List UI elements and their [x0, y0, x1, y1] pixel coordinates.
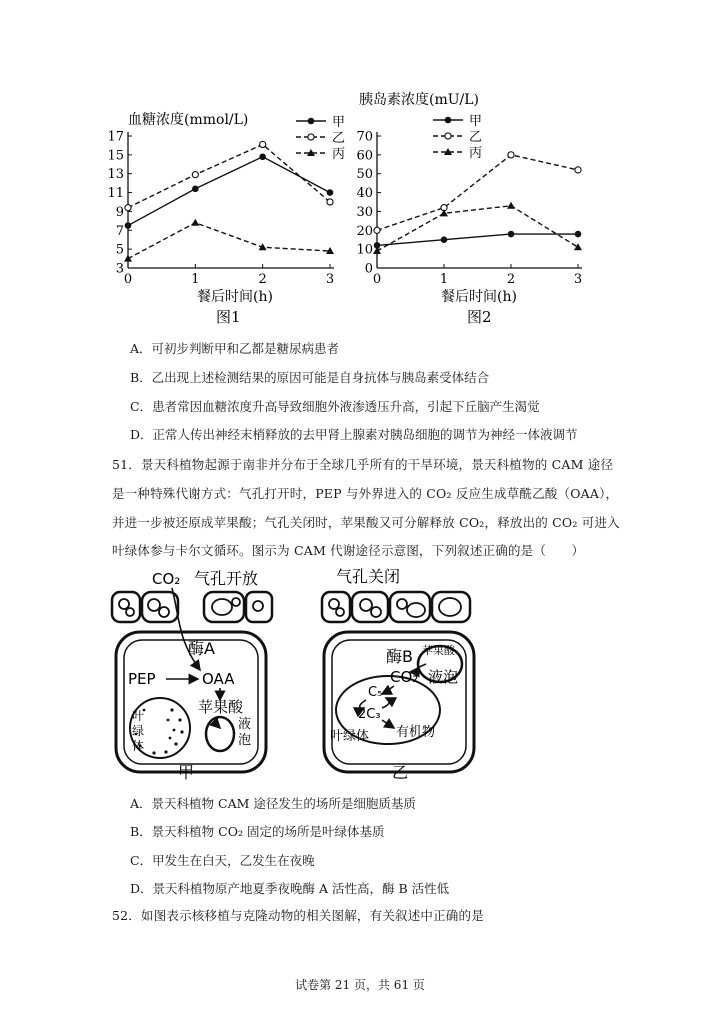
chart2-data-point — [374, 227, 380, 233]
chart2-series-line-1 — [377, 155, 578, 230]
chart2-legend-marker — [445, 117, 452, 124]
left-co2-label: CO₂ — [152, 570, 181, 588]
glucose-chart — [100, 86, 360, 331]
q51-option-a: A．景天科植物 CAM 途径发生的场所是细胞质基质 — [130, 796, 416, 811]
chart2-xlabel: 餐后时间(h) — [441, 289, 517, 305]
left-malate-label: 苹果酸 — [198, 698, 244, 716]
right-malate-label: 苹果酸 — [422, 644, 455, 657]
left-panel — [112, 569, 272, 782]
chart1-xtick-label: 3 — [325, 272, 335, 287]
chart1-data-point — [192, 186, 199, 193]
left-panel-caption: 甲 — [178, 763, 195, 782]
chart1-ylabel: 血糖浓度(mmol/L) — [128, 112, 249, 128]
chart2-legend-label: 乙 — [469, 130, 483, 145]
chart1-legend-marker — [308, 134, 314, 140]
right-enzyme-label: 酶B — [386, 647, 413, 666]
chart2-xtick-label: 3 — [573, 272, 583, 287]
q51-option-d: D．景天科植物原产地夏季夜晚酶 A 活性高，酶 B 活性低 — [130, 881, 450, 896]
left-vacuole-label-2: 泡 — [238, 733, 252, 748]
chart1-legend-label: 甲 — [332, 115, 346, 130]
q51-line-3: 并进一步被还原成苹果酸；气孔关闭时，苹果酸又可分解释放 CO₂，释放出的 CO₂ 可进入 — [112, 515, 620, 530]
chart2-data-point — [507, 202, 515, 209]
chart1-ytick-label: 3 — [115, 261, 124, 277]
right-c3-c5-arrow — [382, 698, 389, 708]
chart1-data-point — [327, 189, 334, 196]
left-stoma-label: 气孔开放 — [194, 569, 259, 588]
insulin-chart — [345, 86, 605, 331]
chart2-ytick-label: 30 — [356, 204, 373, 220]
chart2-ytick-label: 40 — [356, 186, 373, 202]
chart1-data-point — [192, 172, 198, 178]
chart2-legend-label: 丙 — [469, 146, 483, 161]
chart2-xtick-label: 0 — [372, 272, 382, 287]
chart1-data-point — [259, 153, 266, 160]
right-organic-label: 有机物 — [396, 725, 436, 740]
chart1-xlabel: 餐后时间(h) — [197, 289, 273, 305]
q51-option-b: B．景天科植物 CO₂ 固定的场所是叶绿体基质 — [130, 824, 385, 839]
left-vacuole-label-1: 液 — [238, 717, 252, 732]
chart1-data-point — [260, 141, 266, 147]
chart1-data-point — [125, 205, 131, 211]
q50-option-d: D．正常人传出神经末梢释放的去甲肾上腺素对胰岛细胞的调节为神经一体液调节 — [130, 427, 578, 442]
right-vacuole-label: 液泡 — [428, 668, 459, 686]
chart1-xtick-label: 1 — [191, 272, 200, 287]
left-chloroplast-label-3: 体 — [132, 739, 145, 753]
chart2-ytick-label: 0 — [364, 261, 373, 277]
q51-option-c: C．甲发生在白天，乙发生在夜晚 — [130, 853, 315, 868]
chart1-xtick-label: 0 — [123, 272, 133, 287]
chart1-ytick-label: 17 — [107, 129, 124, 145]
chart2-xtick-label: 2 — [506, 272, 516, 287]
right-co2-label: CO₂ — [390, 668, 419, 686]
left-oaa-label: OAA — [202, 670, 235, 688]
chart1-data-point — [327, 199, 333, 205]
right-stoma-label: 气孔关闭 — [336, 567, 401, 586]
chart2-data-point — [508, 152, 514, 158]
page-footer: 试卷第 21 页，共 61 页 — [295, 978, 425, 992]
right-c3-organic-arrow — [382, 720, 394, 728]
chart2-series-line-0 — [377, 234, 578, 245]
chart2-data-point — [441, 236, 448, 243]
chart2-ytick-label: 60 — [356, 148, 373, 164]
chart1-legend-label: 乙 — [332, 131, 346, 146]
chart1-ytick-label: 9 — [115, 204, 124, 220]
chart1-xtick-label: 2 — [258, 272, 267, 287]
chart1-ytick-label: 15 — [107, 148, 124, 164]
q51-line-1: 51．景天科植物起源于南非并分布于全球几乎所有的干旱环境，景天科植物的 CAM 途径 — [112, 457, 614, 472]
q51-line-2: 是一种特殊代谢方式：气孔打开时，PEP 与外界进入的 CO₂ 反应生成草酰乙酸（OAA）， — [112, 486, 619, 501]
left-pep-label: PEP — [128, 670, 156, 688]
cam-diagram — [110, 560, 480, 785]
chart1-legend-label: 丙 — [332, 147, 346, 162]
right-panel-caption: 乙 — [392, 763, 409, 782]
chart2-xtick-label: 1 — [439, 272, 449, 287]
chart1-data-point — [124, 255, 132, 262]
left-chloroplast-label-2: 绿 — [132, 724, 145, 738]
chart1-legend-marker — [308, 118, 315, 125]
chart2-data-point — [575, 167, 581, 173]
chart2-data-point — [575, 231, 582, 238]
q50-option-b: B．乙出现上述检测结果的原因可能是自身抗体与胰岛素受体结合 — [130, 370, 490, 385]
chart2-legend-marker — [445, 133, 451, 139]
chart1-ytick-label: 7 — [115, 223, 124, 239]
chart2-data-point — [574, 243, 582, 250]
chart2-series-line-2 — [377, 206, 578, 251]
chart1-ytick-label: 11 — [107, 186, 124, 202]
right-c3-label: 2C₃ — [358, 707, 381, 722]
chart2-ytick-label: 20 — [356, 223, 373, 239]
chart1-series-line-2 — [128, 223, 330, 259]
right-c5-label: C₅ — [368, 685, 383, 700]
left-chloroplast-label-1: 叶 — [132, 709, 145, 723]
right-co2-c5-arrow — [382, 686, 394, 694]
chart2-ylabel: 胰岛素浓度(mU/L) — [359, 92, 480, 108]
q50-option-c: C．患者常因血糖浓度升高导致细胞外液渗透压升高，引起下丘脑产生渴觉 — [130, 399, 540, 414]
q52-stem: 52．如图表示核移植与克隆动物的相关图解，有关叙述中正确的是 — [112, 908, 484, 923]
right-chloroplast-label: 叶绿体 — [330, 729, 370, 744]
chart1-series-line-0 — [128, 157, 330, 226]
q51-line-4: 叶绿体参与卡尔文循环。图示为 CAM 代谢途径示意图，下列叙述正确的是（ ） — [112, 543, 585, 558]
chart1-data-point — [125, 222, 132, 229]
chart2-caption: 图2 — [467, 308, 492, 326]
chart2-data-point — [373, 247, 381, 254]
chart2-data-point — [508, 231, 515, 238]
chart2-ytick-label: 10 — [356, 242, 373, 258]
chart1-data-point — [191, 219, 199, 226]
chart2-ytick-label: 70 — [356, 129, 373, 145]
chart2-data-point — [440, 209, 448, 216]
chart2-ytick-label: 50 — [356, 167, 373, 183]
q50-option-a: A．可初步判断甲和乙都是糖尿病患者 — [130, 341, 340, 356]
left-enzyme-label: 酶A — [188, 639, 215, 658]
right-panel — [322, 567, 474, 782]
chart1-ytick-label: 5 — [115, 242, 124, 258]
chart1-caption: 图1 — [216, 308, 241, 326]
chart2-legend-label: 甲 — [469, 114, 483, 129]
chart1-ytick-label: 13 — [107, 167, 124, 183]
